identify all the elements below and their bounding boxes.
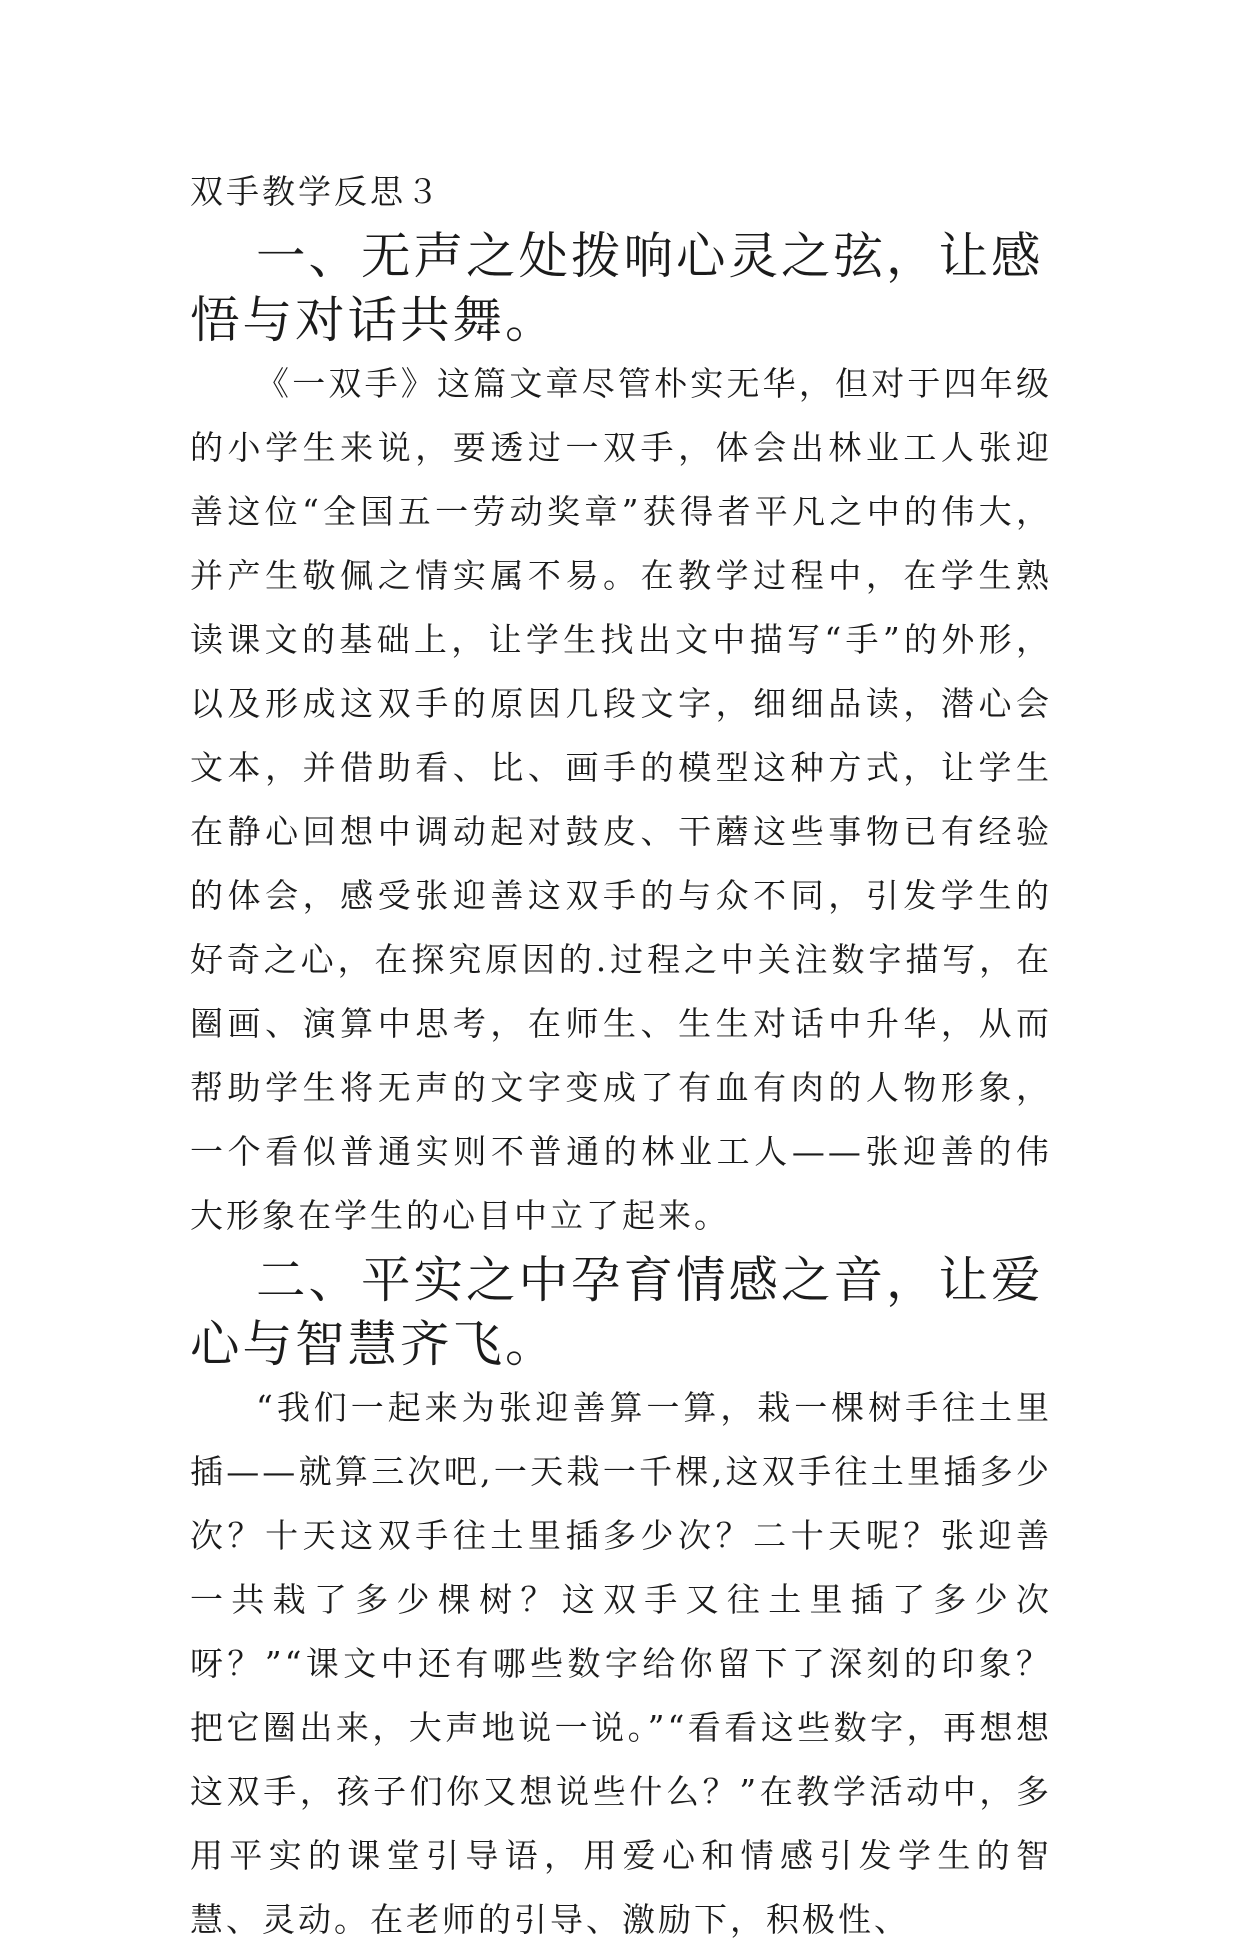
section-paragraph-1: 《一双手》这篇文章尽管朴实无华，但对于四年级的小学生来说，要透过一双手，体会出林业工人张迎善这位“全国五一劳动奖章”获得者平凡之中的伟大，并产生敬佩之情实属不易。在教学过程中，在学生熟读课文的基础上，让学生找出文中描写“手”的外形，以及形成这双手的原因几段文字，细细品读，潜心会文本，并借助看、比、画手的模型这种方式，让学生在静心回想中调动起对鼓皮、干蘑这些事物已有经验的体会，感受张迎善这双手的与众不同，引发学生的好奇之心，在探究原因的.过程之中关注数字描写，在圈画、演算中思考，在师生、生生对话中升华，从而帮助学生将无声的文字变成了有血有肉的人物形象，一个看似普通实则不普通的林业工人——张迎善的伟大形象在学生的心目中立了起来。 [190,364,1052,1235]
section-heading-1: 一、无声之处拨响心灵之弦，让感悟与对话共舞。 [190,227,1044,349]
document-body [190,160,1052,1952]
section-paragraph-2: “我们一起来为张迎善算一算，栽一棵树手往土里插——就算三次吧,一天栽一千棵,这双手往土里插多少次？十天这双手往土里插多少次？二十天呢？张迎善一共栽了多少棵树？这双手又往土里插了多少次呀？”“课文中还有哪些数字给你留下了深刻的印象？把它圈出来，大声地说一说。”“看看这些数字，再想想这双手，孩子们你又想说些什么？”在教学活动中，多用平实的课堂引导语，用爱心和情感引发学生的智慧、灵动。在老师的引导、激励下，积极性、 [190,1388,1052,1939]
document-title: 双手教学反思３ [190,172,442,211]
section-heading-2: 二、平实之中孕育情感之音，让爱心与智慧齐飞。 [190,1251,1044,1373]
